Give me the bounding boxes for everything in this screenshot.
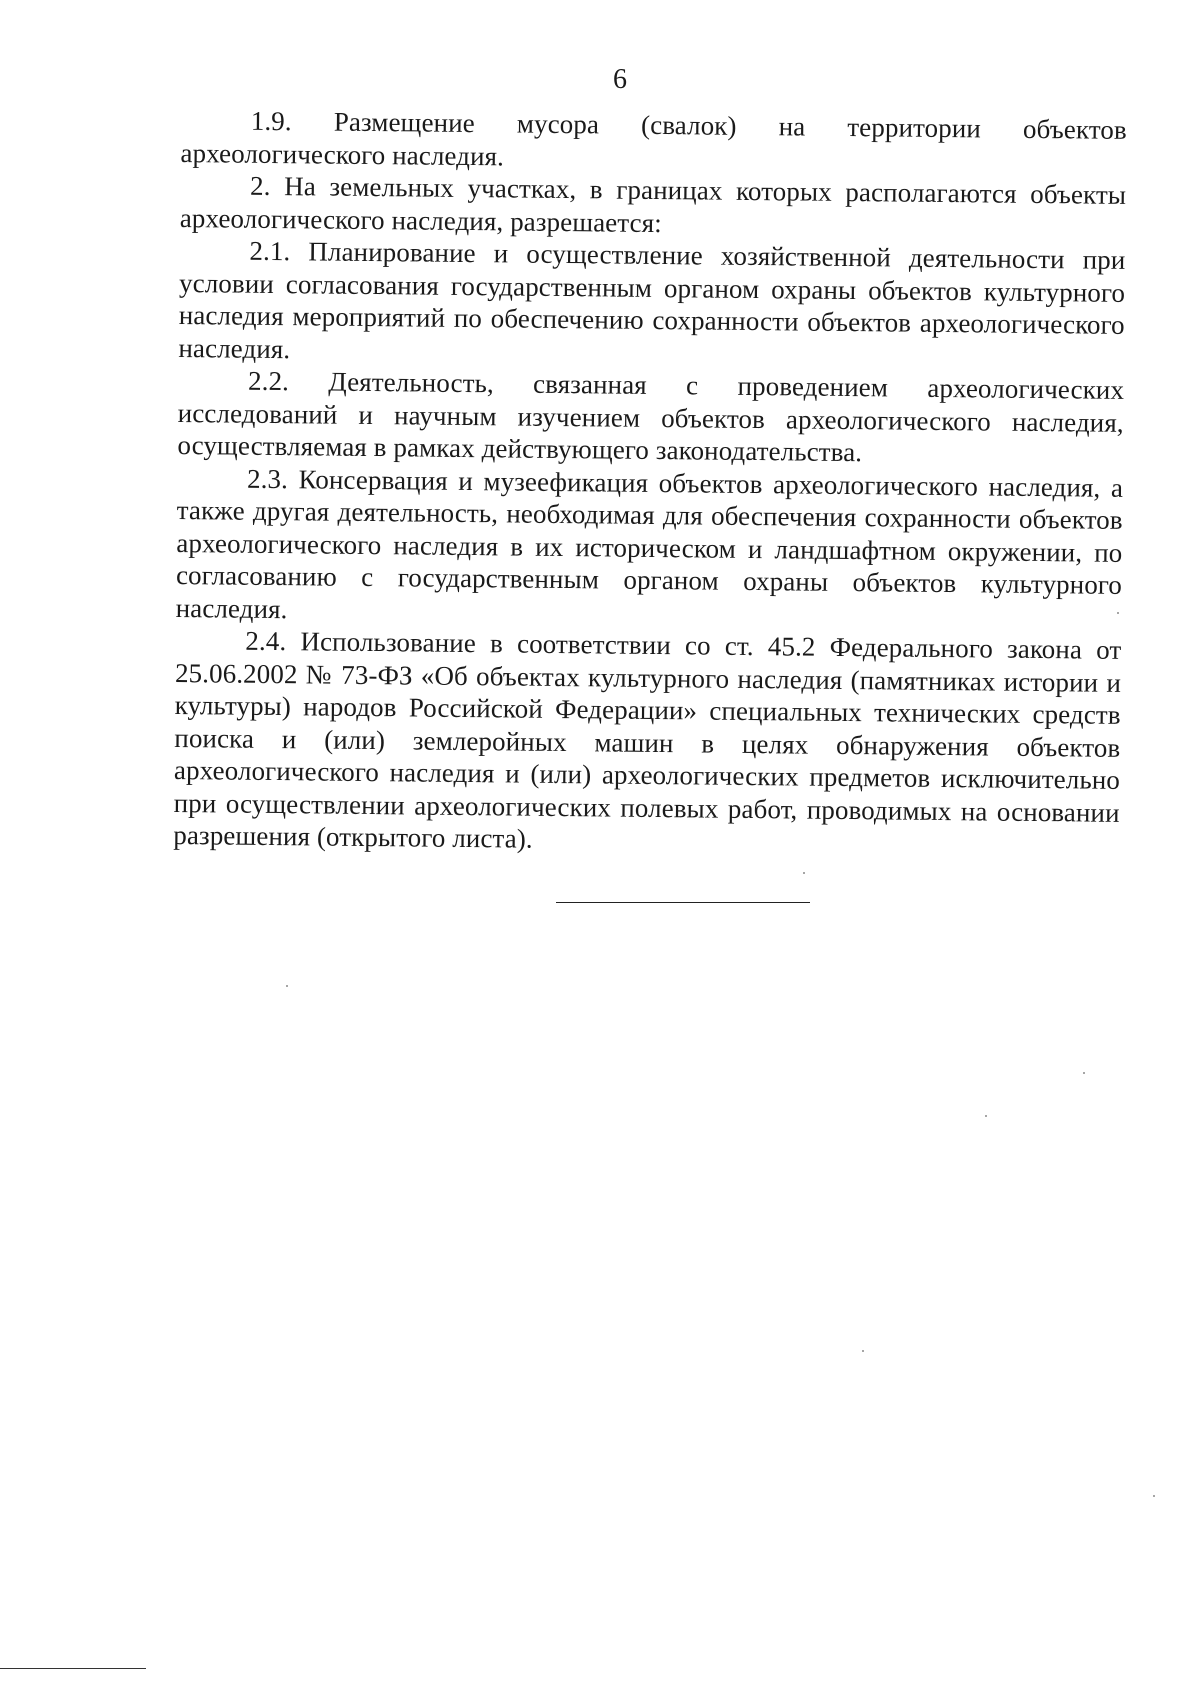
- scan-speck: [1153, 1495, 1155, 1497]
- scan-speck: [803, 872, 805, 874]
- page-number: 6: [613, 64, 627, 95]
- scan-speck: [862, 1350, 864, 1352]
- scan-speck: [985, 1115, 987, 1117]
- scan-speck: [286, 985, 288, 987]
- paragraph-1-9: 1.9. Размещение мусора (свалок) на территории объектов археологического наследия.: [180, 105, 1127, 171]
- paragraph-2-3: 2.3. Консервация и музеефикация объектов археологического наследия, а также другая деятельность, необходимая для обеспечения сохранности объектов археологического наследия в их историческом и ландшафтном окружении, по согласованию с государственным органом охраны объектов культурного наследия.: [175, 463, 1124, 624]
- end-divider-line: [556, 902, 810, 903]
- scan-speck: [1083, 1072, 1085, 1074]
- paragraph-2-1: 2.1. Планирование и осуществление хозяйственной деятельности при условии согласования государственным органом охраны объектов культурного наследия мероприятий по обеспечению сохранности объектов археологического наследия.: [178, 235, 1126, 364]
- paragraph-2: 2. На земельных участках, в границах которых располагаются объекты археологического наследия, разрешается:: [179, 170, 1127, 238]
- paragraph-2-2: 2.2. Деятельность, связанная с проведением археологических исследований и научным изучением объектов археологического наследия, осуществляемая в рамках действующего законодательства.: [177, 365, 1125, 468]
- bottom-left-margin-line: [0, 1668, 146, 1669]
- document-body: [173, 104, 1127, 861]
- scan-speck: [1117, 612, 1119, 614]
- paragraph-2-4: 2.4. Использование в соответствии со ст. 45.2 Федерального закона от 25.06.2002 № 73-ФЗ «Об объектах культурного наследия (памятниках истории и культуры) народов Российской Федерации» специальных технических средств поиска и (или) землеройных машин в целях обнаружения объектов археологического наследия и (или) археологических предметов исключительно при осуществлении археологических полевых работ, проводимых на основании разрешения (открытого листа).: [173, 625, 1122, 854]
